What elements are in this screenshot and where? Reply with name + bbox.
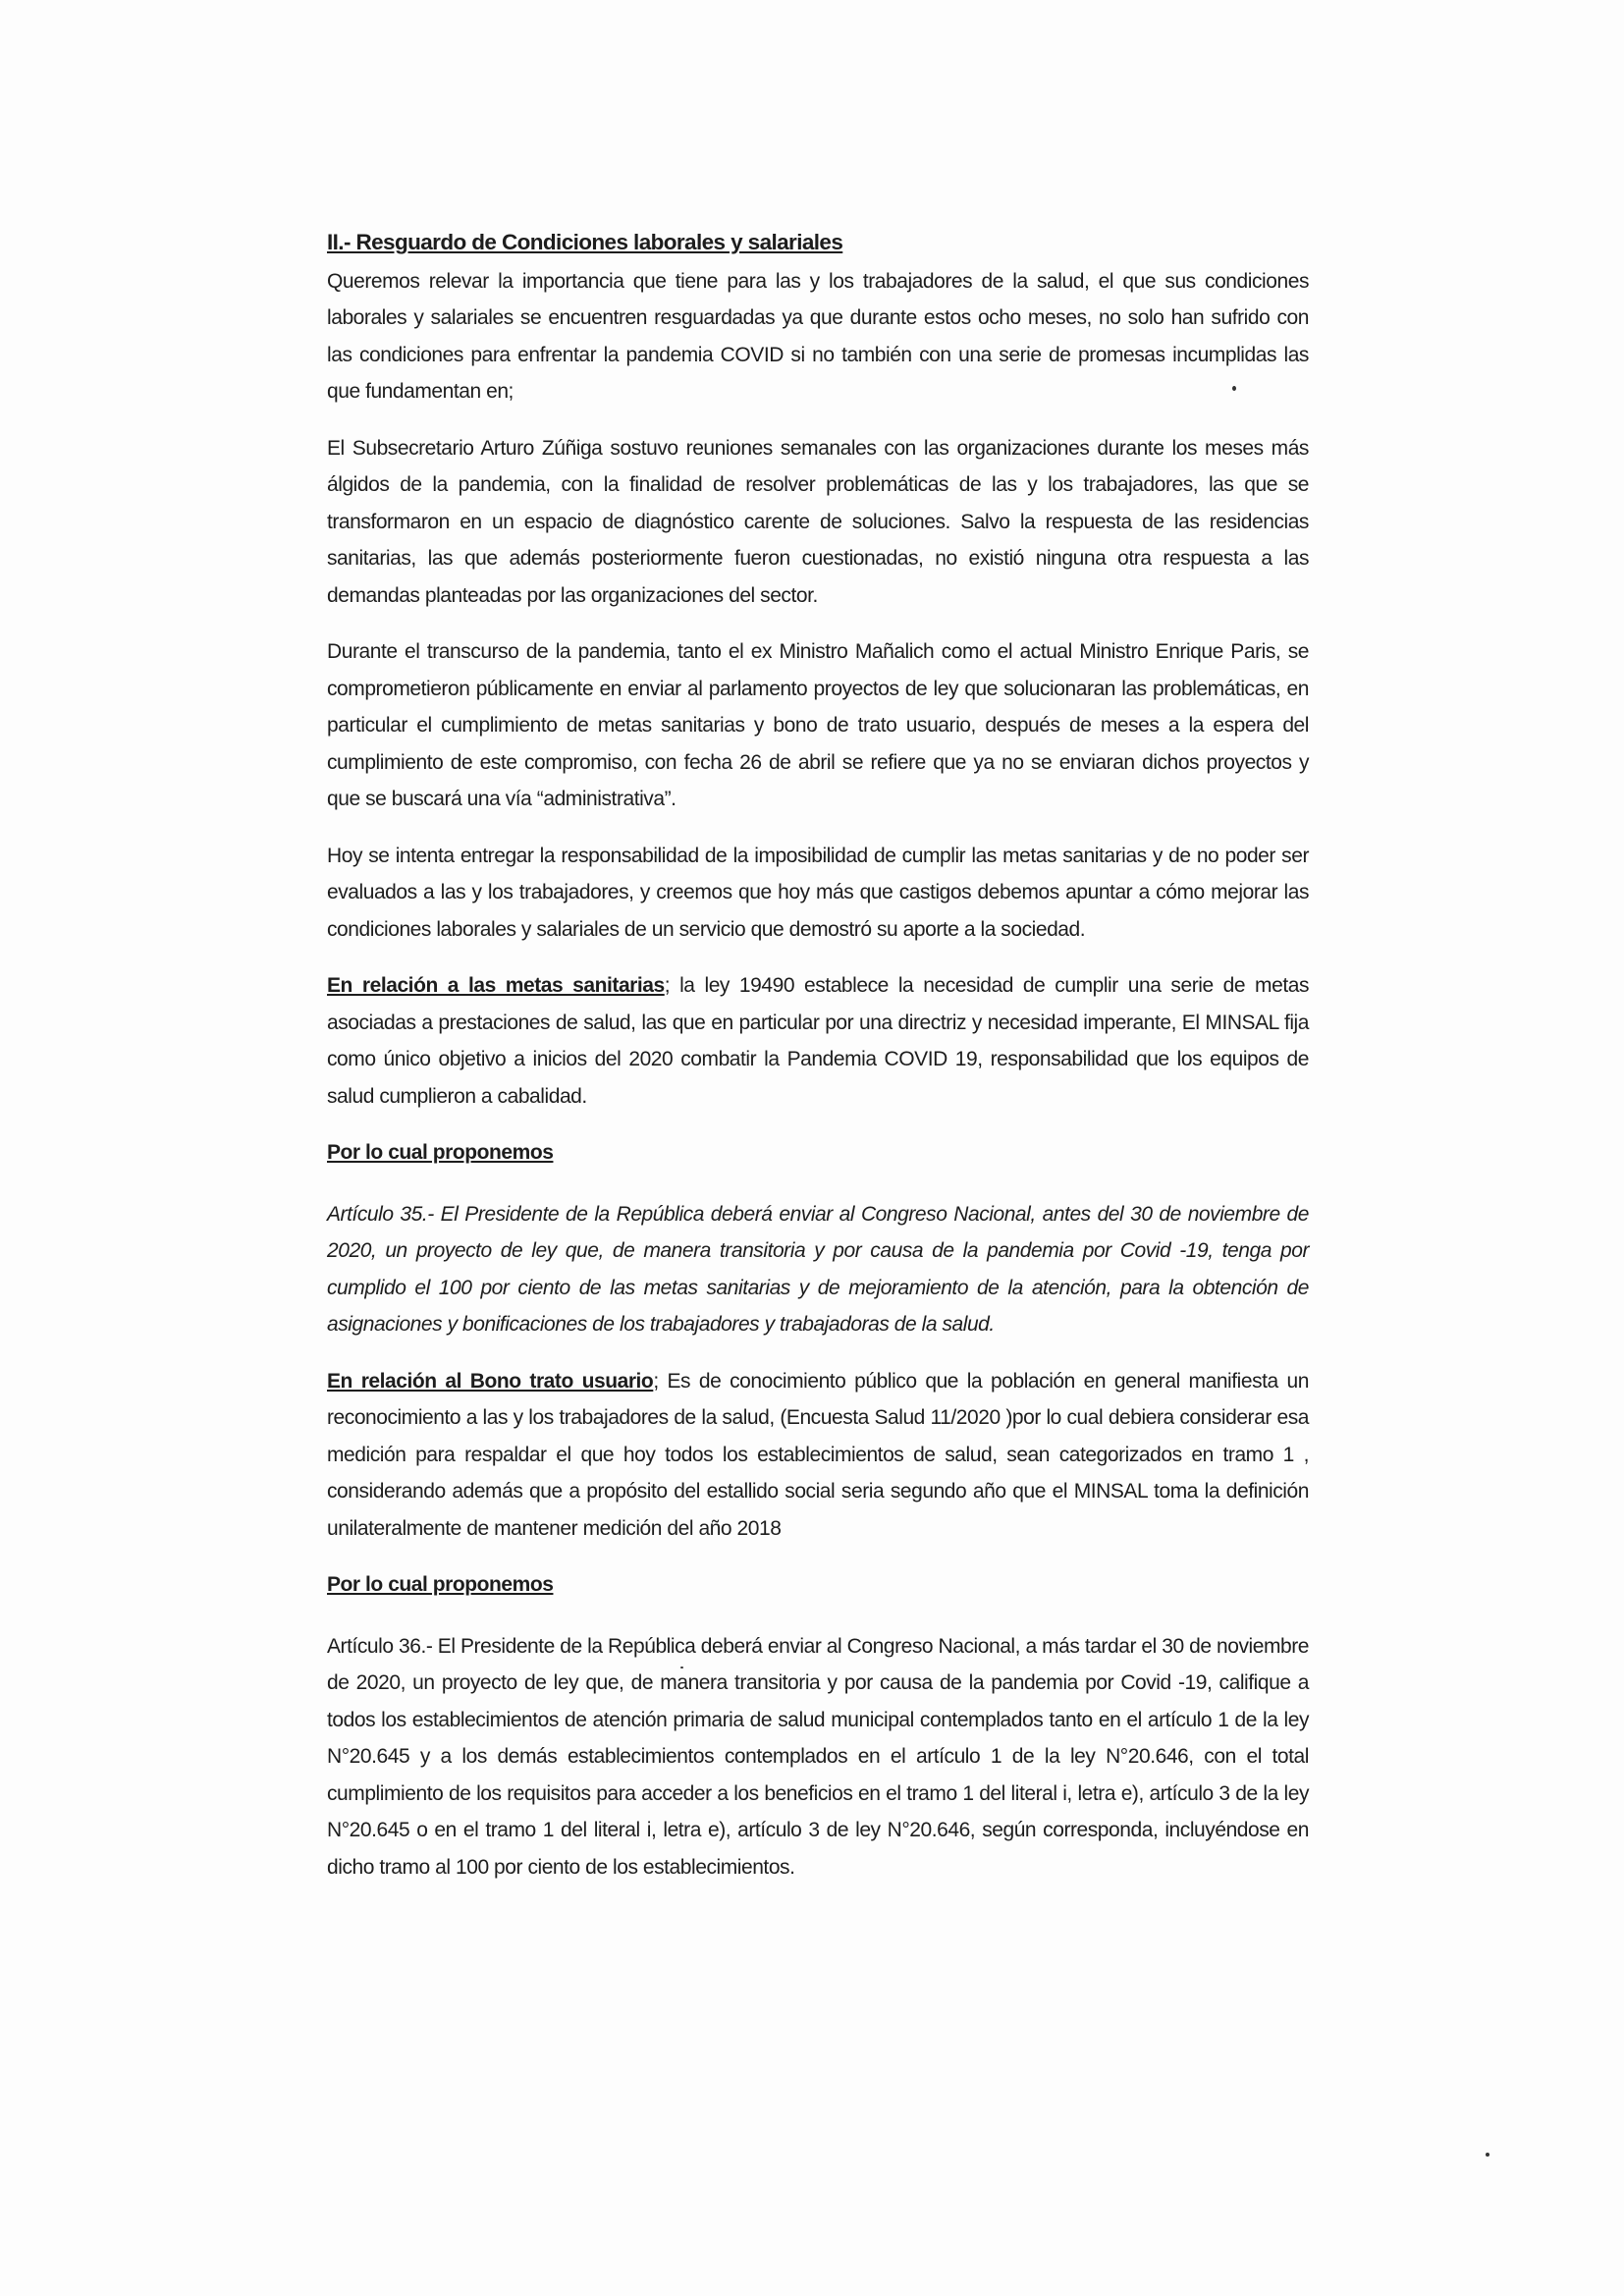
- section-title: II.- Resguardo de Condiciones laborales y salariales: [327, 230, 843, 254]
- subheading-proponemos-2: Por lo cual proponemos: [327, 1573, 554, 1596]
- metas-lead: En relación a las metas sanitarias: [327, 974, 665, 997]
- scan-speck: [1232, 386, 1236, 391]
- paragraph-intro: Queremos relevar la importancia que tiene para las y los trabajadores de la salud, el que sus condiciones laborales y salariales se encuentren resguardadas ya que durante estos ocho meses, no solo han sufrido con las condiciones para enfrentar la pandemia COVID si no también con una serie de promesas incumplidas las que fundamentan en;: [327, 269, 1309, 403]
- scan-speck: [1486, 2153, 1489, 2157]
- metas-text: ; la ley 19490 establece la necesidad de cumplir una serie de metas asociadas a prestaciones de salud, las que en particular por una directriz y necesidad imperante, El MINSAL fija como único objetivo a inicios del 2020 combatir la Pandemia COVID 19, responsabilidad que los equipos de salud cumplieron a cabalidad.: [327, 974, 1309, 1108]
- paragraph-responsabilidad: Hoy se intenta entregar la responsabilidad de la imposibilidad de cumplir las metas sanitarias y de no poder ser evaluados a las y los trabajadores, y creemos que hoy más que castigos debemos apuntar a cómo mejorar las condiciones laborales y salariales de un servicio que demostró su aporte a la sociedad.: [327, 844, 1309, 941]
- bono-lead: En relación al Bono trato usuario: [327, 1369, 654, 1393]
- subheading-proponemos-1: Por lo cual proponemos: [327, 1141, 554, 1164]
- paragraph-bono: [327, 1363, 1309, 1548]
- document-page: [327, 224, 1309, 1905]
- scan-speck: [680, 1667, 683, 1668]
- bono-text: ; Es de conocimiento público que la población en general manifiesta un reconocimiento a las y los trabajadores de la salud, (Encuesta Salud 11/2020 )por lo cual debiera considerar esa medición para respaldar el que hoy todos los establecimientos de salud, sean categorizados en tramo 1 , considerando además que a propósito del estallido social seria segundo año que el MINSAL toma la definición unilateralmente de mantener medición del año 2018: [327, 1369, 1309, 1540]
- paragraph-ministros: Durante el transcurso de la pandemia, tanto el ex Ministro Mañalich como el actual Ministro Enrique Paris, se comprometieron públicamente en enviar al parlamento proyectos de ley que solucionaran las problemáticas, en particular el cumplimiento de metas sanitarias y bono de trato usuario, después de meses a la espera del cumplimiento de este compromiso, con fecha 26 de abril se refiere que ya no se enviaran dichos proyectos y que se buscará una vía “administrativa”.: [327, 640, 1309, 810]
- paragraph-subsecretario: El Subsecretario Arturo Zúñiga sostuvo reuniones semanales con las organizaciones durante los meses más álgidos de la pandemia, con la finalidad de resolver problemáticas de las y los trabajadores, las que se transformaron en un espacio de diagnóstico carente de soluciones. Salvo la respuesta de las residencias sanitarias, las que además posteriormente fueron cuestionadas, no existió ninguna otra respuesta a las demandas planteadas por las organizaciones del sector.: [327, 436, 1309, 607]
- paragraph-metas: [327, 967, 1309, 1115]
- articulo-35: Artículo 35.- El Presidente de la República deberá enviar al Congreso Nacional, antes del 30 de noviembre de 2020, un proyecto de ley que, de manera transitoria y por causa de la pandemia por Covid -19, tenga por cumplido el 100 por ciento de las metas sanitarias y de mejoramiento de la atención, para la obtención de asignaciones y bonificaciones de los trabajadores y trabajadoras de la salud.: [327, 1202, 1309, 1336]
- articulo-36: Artículo 36.- El Presidente de la República deberá enviar al Congreso Nacional, a más tardar el 30 de noviembre de 2020, un proyecto de ley que, de manera transitoria y por causa de la pandemia por Covid -19, califique a todos los establecimientos de atención primaria de salud municipal contemplados tanto en el artículo 1 de la ley N°20.645 y a los demás establecimientos contemplados en el artículo 1 de la ley N°20.646, con el total cumplimiento de los requisitos para acceder a los beneficios en el tramo 1 del literal i, letra e), artículo 3 de la ley N°20.645 o en el tramo 1 del literal i, letra e), artículo 3 de ley N°20.646, según corresponda, incluyéndose en dicho tramo al 100 por ciento de los establecimientos.: [327, 1634, 1309, 1879]
